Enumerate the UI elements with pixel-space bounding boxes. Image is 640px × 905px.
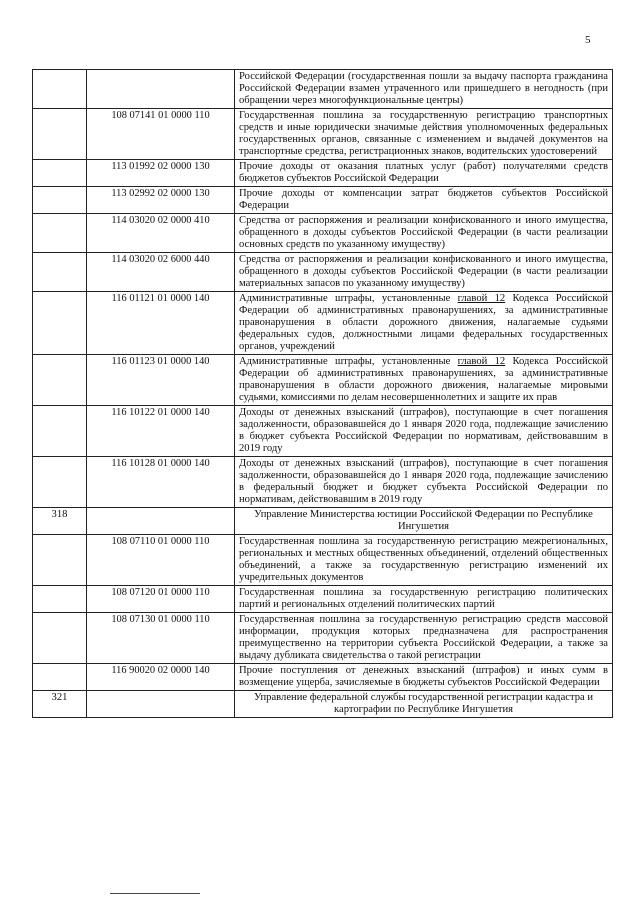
revenue-description: Средства от распоряжения и реализации конфискованного и иного имущества, обращенного в доходы субъектов Российской Федерации (в части реализации основных средств по указанному имуществу) bbox=[235, 214, 613, 253]
revenue-description bbox=[235, 355, 613, 406]
row-number bbox=[33, 292, 87, 355]
table-row bbox=[33, 292, 613, 355]
table-row bbox=[33, 457, 613, 508]
revenue-code: 114 03020 02 6000 440 bbox=[87, 253, 235, 292]
table-row bbox=[33, 253, 613, 292]
revenue-code: 116 10122 01 0000 140 bbox=[87, 406, 235, 457]
revenue-code: 113 01992 02 0000 130 bbox=[87, 160, 235, 187]
table-row bbox=[33, 508, 613, 535]
revenue-code bbox=[87, 691, 235, 718]
row-number: 321 bbox=[33, 691, 87, 718]
revenue-code: 108 07141 01 0000 110 bbox=[87, 109, 235, 160]
revenue-description bbox=[235, 292, 613, 355]
revenue-description: Прочие доходы от оказания платных услуг (работ) получателями средств бюджетов субъектов Российской Федерации bbox=[235, 160, 613, 187]
revenue-code: 114 03020 02 0000 410 bbox=[87, 214, 235, 253]
revenue-description: Российской Федерации (государственная пошли за выдачу паспорта гражданина Российской Федерации взамен утраченного или пришедшего в негодность (при обращении через многофункциональные центры) bbox=[235, 70, 613, 109]
row-number bbox=[33, 355, 87, 406]
table-row bbox=[33, 214, 613, 253]
page-number: 5 bbox=[585, 34, 591, 46]
table-row bbox=[33, 406, 613, 457]
description-text: Административные штрафы, установленные bbox=[239, 293, 458, 304]
table-row bbox=[33, 664, 613, 691]
revenue-code: 113 02992 02 0000 130 bbox=[87, 187, 235, 214]
law-chapter-link[interactable]: главой 12 bbox=[457, 293, 506, 304]
law-chapter-link[interactable]: главой 12 bbox=[457, 356, 506, 367]
revenue-code: 108 07120 01 0000 110 bbox=[87, 586, 235, 613]
table-row bbox=[33, 355, 613, 406]
table-row bbox=[33, 535, 613, 586]
revenue-description: Средства от распоряжения и реализации конфискованного и иного имущества, обращенного в доходы субъектов Российской Федерации (в части реализации материальных запасов по указанному имуществу) bbox=[235, 253, 613, 292]
revenue-description: Доходы от денежных взысканий (штрафов), поступающие в счет погашения задолженности, образовавшейся до 1 января 2020 года, подлежащие зачислению в бюджет субъекта Российской Федерации по нормативам, действовавшим в 2019 году bbox=[235, 406, 613, 457]
table-row bbox=[33, 187, 613, 214]
revenue-code: 108 07130 01 0000 110 bbox=[87, 613, 235, 664]
revenue-code: 116 10128 01 0000 140 bbox=[87, 457, 235, 508]
revenue-code: 108 07110 01 0000 110 bbox=[87, 535, 235, 586]
revenue-description: Доходы от денежных взысканий (штрафов), поступающие в счет погашения задолженности, образовавшейся до 1 января 2020 года, подлежащие зачислению в федеральный бюджет и бюджет субъекта Российской Федерации по нормативам, действовавшим в 2019 году bbox=[235, 457, 613, 508]
row-number bbox=[33, 109, 87, 160]
row-number bbox=[33, 613, 87, 664]
revenue-description: Государственная пошлина за государственную регистрацию средств массовой информации, продукция которых предназначена для распространения преимущественно на территории субъекта Российской Федерации, а также за выдачу дубликата свидетельства о такой регистрации bbox=[235, 613, 613, 664]
table-row bbox=[33, 70, 613, 109]
revenue-description: Государственная пошлина за государственную регистрацию политических партий и региональных отделений политических партий bbox=[235, 586, 613, 613]
revenue-code bbox=[87, 70, 235, 109]
row-number bbox=[33, 160, 87, 187]
description-text: Административные штрафы, установленные bbox=[239, 356, 458, 367]
description-text: Кодекса Российской Федерации об административных правонарушениях, за административные правонарушения в области дорожного движения, налагаемые судьями федеральных судов, должностными лицами федеральных государственных органов, учреждений bbox=[239, 293, 609, 352]
row-number bbox=[33, 253, 87, 292]
revenue-description: Государственная пошлина за государственную регистрацию транспортных средств и иные юридически значимые действия уполномоченных федеральных государственных органов, связанные с изменением и выдачей документов на транспортные средства, регистрационных знаков, водительских удостоверений bbox=[235, 109, 613, 160]
row-number bbox=[33, 70, 87, 109]
row-number bbox=[33, 457, 87, 508]
revenue-description: Прочие доходы от компенсации затрат бюджетов субъектов Российской Федерации bbox=[235, 187, 613, 214]
revenue-code: 116 90020 02 0000 140 bbox=[87, 664, 235, 691]
table-row bbox=[33, 109, 613, 160]
description-text: Кодекса Российской Федерации об административных правонарушениях, за административные правонарушения в области дорожного движения, налагаемые мировыми судьями, комиссиями по делам несовершеннолетних и защите их прав bbox=[239, 356, 609, 403]
table-row bbox=[33, 691, 613, 718]
footer-line bbox=[110, 893, 200, 894]
table-row bbox=[33, 586, 613, 613]
row-number bbox=[33, 406, 87, 457]
revenue-description: Государственная пошлина за государственную регистрацию межрегиональных, региональных и местных общественных объединений, отделений общественных объединений, а также за государственную регистрацию изменений их учредительных документов bbox=[235, 535, 613, 586]
table-row bbox=[33, 160, 613, 187]
row-number bbox=[33, 214, 87, 253]
row-number bbox=[33, 187, 87, 214]
revenue-code: 116 01123 01 0000 140 bbox=[87, 355, 235, 406]
revenue-code bbox=[87, 508, 235, 535]
revenue-code: 116 01121 01 0000 140 bbox=[87, 292, 235, 355]
administrator-name: Управление федеральной службы государственной регистрации кадастра и картографии по Республике Ингушетия bbox=[235, 691, 613, 718]
table-row bbox=[33, 613, 613, 664]
row-number: 318 bbox=[33, 508, 87, 535]
revenue-codes-table bbox=[32, 69, 613, 718]
administrator-name: Управление Министерства юстиции Российской Федерации по Республике Ингушетия bbox=[235, 508, 613, 535]
revenue-description: Прочие поступления от денежных взысканий (штрафов) и иных сумм в возмещение ущерба, зачисляемые в бюджеты субъектов Российской Федерации bbox=[235, 664, 613, 691]
row-number bbox=[33, 664, 87, 691]
row-number bbox=[33, 586, 87, 613]
row-number bbox=[33, 535, 87, 586]
